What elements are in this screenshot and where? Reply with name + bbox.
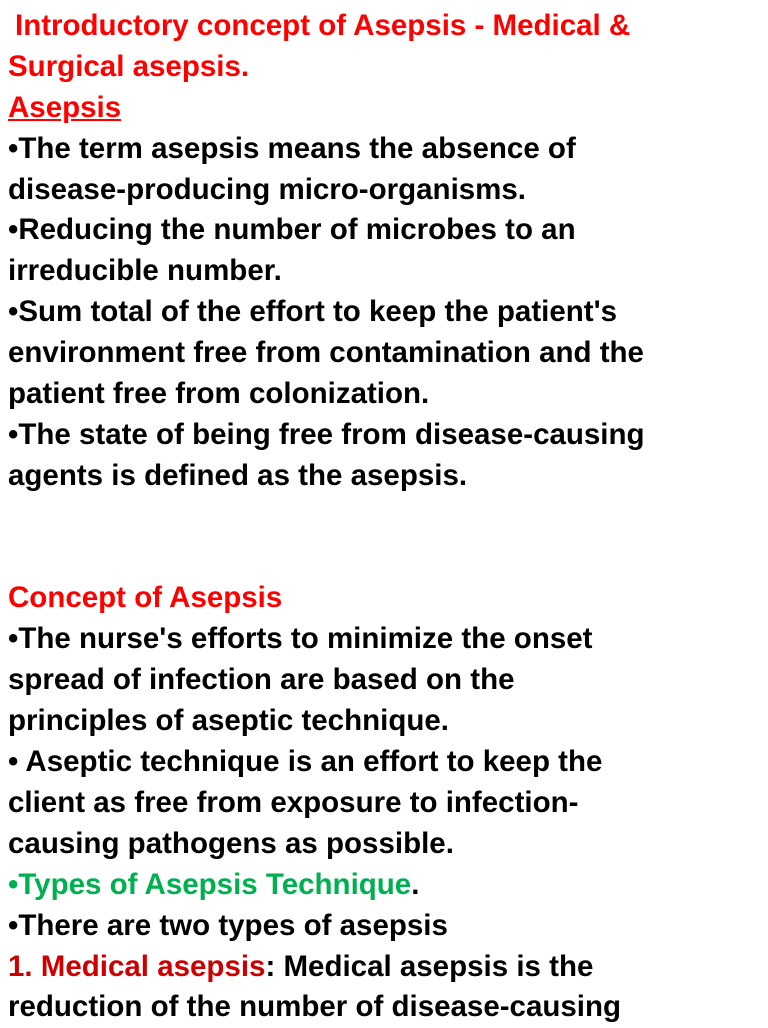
body-line: •There are two types of asepsis [8, 908, 448, 942]
body-line: •The term asepsis means the absence of [8, 131, 576, 165]
body-line: irreducible number. [8, 254, 282, 288]
types-line [8, 865, 764, 906]
body-line: disease-producing micro-organisms. [8, 172, 527, 206]
types-bullet: • [8, 867, 19, 901]
section-heading-asepsis: Asepsis [8, 90, 122, 124]
body-line: patient free from colonization. [8, 377, 430, 411]
body-line: reduction of the number of disease-causing [8, 990, 622, 1024]
body-line: principles of aseptic technique. [8, 704, 449, 738]
body-line: spread of infection are based on the [8, 663, 515, 697]
medical-asepsis-label: 1. Medical asepsis [8, 949, 266, 983]
types-heading: Types of Asepsis Technique [18, 867, 412, 901]
medical-asepsis-definition: : Medical asepsis is the [265, 949, 594, 983]
document-page [8, 6, 764, 1028]
section-heading-concept: Concept of Asepsis [8, 581, 283, 615]
body-line: agents is defined as the asepsis. [8, 458, 468, 492]
body-line: •Reducing the number of microbes to an [8, 213, 576, 247]
body-line: • Aseptic technique is an effort to keep the [8, 745, 603, 779]
body-line: •Sum total of the effort to keep the patient's [8, 295, 618, 329]
body-line: client as free from exposure to infection- [8, 785, 579, 819]
page-title-line-2: Surgical asepsis. [8, 49, 250, 83]
page-title-line-1: Introductory concept of Asepsis - Medical & [15, 9, 631, 42]
medical-asepsis-line [8, 947, 764, 988]
body-line: •The nurse's efforts to minimize the onset [8, 622, 593, 656]
body-line: causing pathogens as possible. [8, 826, 454, 860]
types-period: . [411, 867, 420, 901]
body-line: •The state of being free from disease-causing [8, 417, 645, 451]
section-spacer [8, 497, 764, 579]
body-line: environment free from contamination and the [8, 336, 644, 370]
